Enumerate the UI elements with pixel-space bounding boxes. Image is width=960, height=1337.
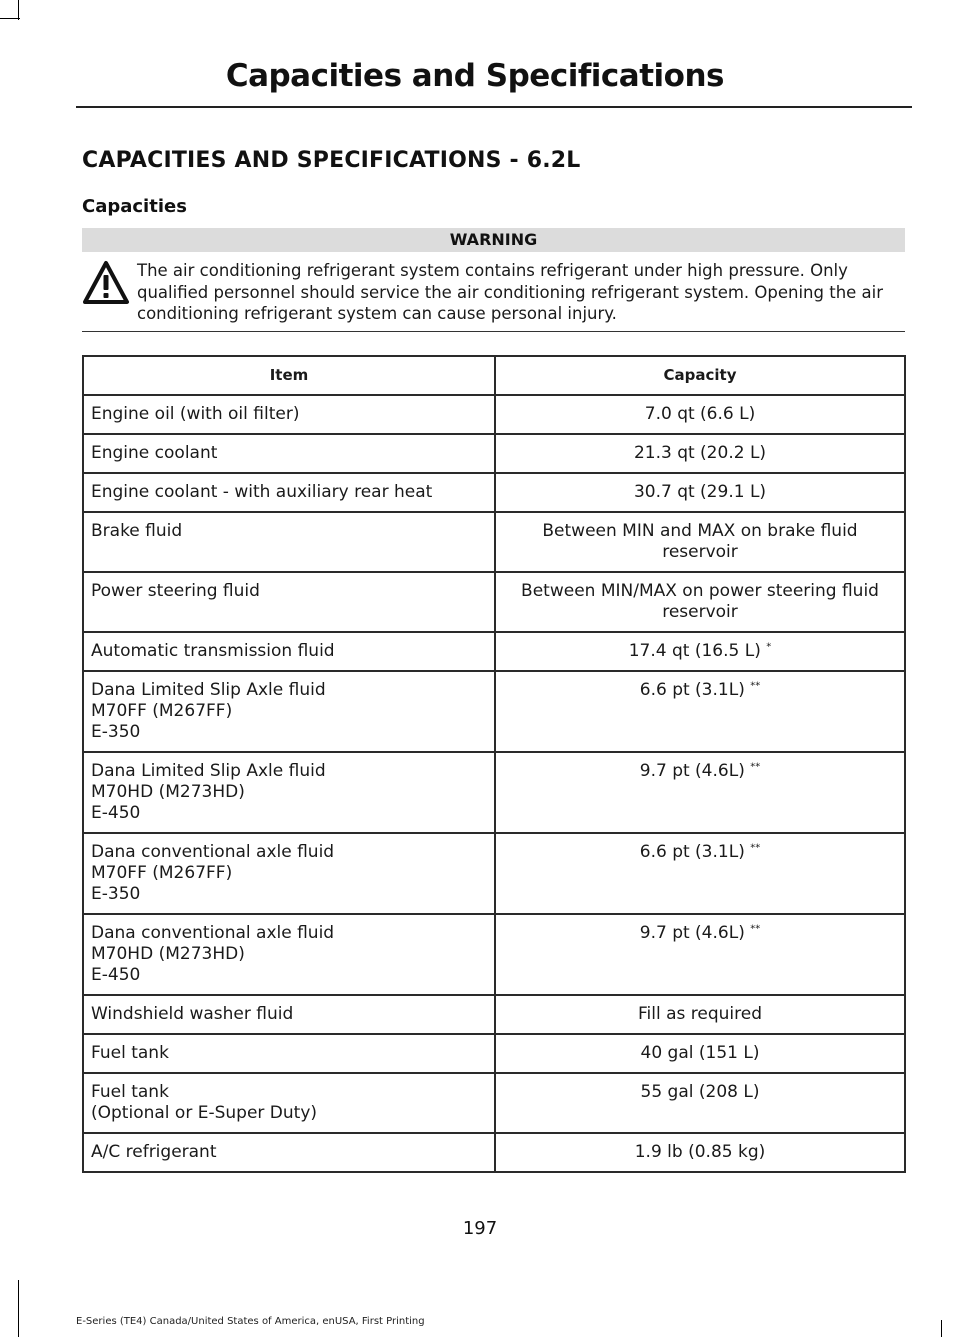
- capacity-text: [503, 542, 897, 563]
- item-text: M70HD (M273HD): [91, 944, 245, 964]
- item-cell: [83, 833, 495, 914]
- table-row: [83, 1073, 905, 1133]
- capacity-value: 17.4 qt (16.5 L): [628, 641, 761, 661]
- footnote-marker: *: [766, 641, 772, 653]
- capacity-cell: [495, 995, 905, 1034]
- capacity-cell: [495, 1133, 905, 1172]
- table-row: [83, 995, 905, 1034]
- table-body: [83, 395, 905, 1172]
- table-row: [83, 632, 905, 671]
- item-text: E-350: [91, 722, 141, 742]
- capacity-cell: [495, 914, 905, 995]
- table-row: [83, 1034, 905, 1073]
- capacity-cell: [495, 473, 905, 512]
- capacity-value: reservoir: [662, 602, 738, 622]
- capacity-text: [503, 1043, 897, 1064]
- item-cell: [83, 1073, 495, 1133]
- table-row: [83, 572, 905, 632]
- capacity-value: 55 gal (208 L): [640, 1082, 760, 1102]
- capacity-value: 9.7 pt (4.6L): [639, 761, 745, 781]
- section-subheading: Capacities: [82, 196, 187, 217]
- capacity-text: [503, 680, 897, 701]
- item-text: Windshield washer fluid: [91, 1004, 294, 1024]
- capacity-text: [503, 923, 897, 944]
- item-text: A/C refrigerant: [91, 1142, 217, 1162]
- warning-label: WARNING: [82, 228, 905, 252]
- warning-triangle-icon: [82, 260, 130, 306]
- item-text: Dana conventional axle fluid: [91, 842, 335, 862]
- item-cell: [83, 473, 495, 512]
- item-cell: [83, 512, 495, 572]
- capacity-value: 6.6 pt (3.1L): [639, 680, 745, 700]
- item-cell: [83, 1034, 495, 1073]
- capacity-text: [503, 404, 897, 425]
- capacity-cell: [495, 572, 905, 632]
- item-text: Dana Limited Slip Axle fluid: [91, 680, 326, 700]
- item-text: (Optional or E-Super Duty): [91, 1103, 318, 1123]
- item-text: Fuel tank: [91, 1043, 169, 1063]
- capacity-text: [503, 1004, 897, 1025]
- item-cell: [83, 572, 495, 632]
- page-footer: E-Series (TE4) Canada/United States of America, enUSA, First Printing: [76, 1316, 425, 1327]
- item-cell: [83, 395, 495, 434]
- item-text: Engine coolant: [91, 443, 218, 463]
- capacity-value: 9.7 pt (4.6L): [639, 923, 745, 943]
- capacity-value: 40 gal (151 L): [640, 1043, 760, 1063]
- crop-mark: [0, 18, 20, 19]
- crop-mark: [941, 1320, 942, 1337]
- item-text: Automatic transmission fluid: [91, 641, 335, 661]
- capacity-text: [503, 842, 897, 863]
- table-row: [83, 833, 905, 914]
- capacity-text: [503, 1082, 897, 1103]
- capacity-cell: [495, 632, 905, 671]
- section-title: CAPACITIES AND SPECIFICATIONS - 6.2L: [82, 148, 581, 173]
- capacity-value: Between MIN/MAX on power steering fluid: [521, 581, 879, 601]
- table-header-row: [83, 356, 905, 395]
- footnote-marker: **: [750, 680, 761, 692]
- crop-mark: [18, 0, 19, 20]
- capacity-value: Fill as required: [637, 1004, 763, 1024]
- capacity-cell: [495, 1034, 905, 1073]
- table-row: [83, 512, 905, 572]
- item-text: Brake fluid: [91, 521, 183, 541]
- item-cell: [83, 752, 495, 833]
- capacity-value: 21.3 qt (20.2 L): [633, 443, 767, 463]
- item-text: M70FF (M267FF): [91, 701, 233, 721]
- column-header-item: Item: [83, 356, 495, 395]
- capacity-cell: [495, 671, 905, 752]
- column-header-capacity: Capacity: [495, 356, 905, 395]
- capacity-text: [503, 761, 897, 782]
- table-row: [83, 914, 905, 995]
- item-text: M70HD (M273HD): [91, 782, 245, 802]
- capacity-value: 1.9 lb (0.85 kg): [634, 1142, 766, 1162]
- warning-divider: [82, 331, 905, 332]
- page-number: 197: [462, 1218, 498, 1239]
- capacity-value: 7.0 qt (6.6 L): [644, 404, 756, 424]
- table-row: [83, 395, 905, 434]
- table-row: [83, 473, 905, 512]
- warning-text: The air conditioning refrigerant system contains refrigerant under high pressure. Only qualified personnel should service the air conditioning refrigerant system. Opening the air conditioning refrigerant system can cause personal injury.: [137, 261, 884, 323]
- table-row: [83, 671, 905, 752]
- item-cell: [83, 995, 495, 1034]
- capacity-value: Between MIN and MAX on brake fluid: [542, 521, 858, 541]
- item-cell: [83, 434, 495, 473]
- capacity-cell: [495, 833, 905, 914]
- capacity-value: reservoir: [662, 542, 738, 562]
- capacity-cell: [495, 395, 905, 434]
- capacities-table: [82, 355, 906, 1173]
- capacity-cell: [495, 1073, 905, 1133]
- capacity-text: [503, 581, 897, 602]
- table-row: [83, 1133, 905, 1172]
- item-text: Dana Limited Slip Axle fluid: [91, 761, 326, 781]
- footnote-marker: **: [750, 761, 761, 773]
- table-row: [83, 434, 905, 473]
- item-text: E-450: [91, 965, 141, 985]
- item-text: Dana conventional axle fluid: [91, 923, 335, 943]
- item-text: Power steering fluid: [91, 581, 260, 601]
- table-row: [83, 752, 905, 833]
- item-text: M70FF (M267FF): [91, 863, 233, 883]
- page-header-title: Capacities and Specifications: [225, 58, 724, 94]
- capacity-text: [503, 641, 897, 662]
- capacity-text: [503, 1142, 897, 1163]
- item-text: Fuel tank: [91, 1082, 169, 1102]
- item-cell: [83, 914, 495, 995]
- item-cell: [83, 632, 495, 671]
- capacity-cell: [495, 752, 905, 833]
- item-text: Engine oil (with oil filter): [91, 404, 300, 424]
- footnote-marker: **: [750, 923, 761, 935]
- item-cell: [83, 1133, 495, 1172]
- capacity-text: [503, 602, 897, 623]
- capacity-cell: [495, 512, 905, 572]
- capacity-text: [503, 443, 897, 464]
- header-divider: [76, 106, 912, 108]
- item-text: E-350: [91, 884, 141, 904]
- capacity-text: [503, 521, 897, 542]
- capacity-value: 6.6 pt (3.1L): [639, 842, 745, 862]
- capacity-text: [503, 482, 897, 503]
- capacity-value: 30.7 qt (29.1 L): [633, 482, 767, 502]
- crop-mark: [18, 1280, 19, 1337]
- item-text: Engine coolant - with auxiliary rear heat: [91, 482, 433, 502]
- item-cell: [83, 671, 495, 752]
- item-text: E-450: [91, 803, 141, 823]
- capacity-cell: [495, 434, 905, 473]
- footnote-marker: **: [750, 842, 761, 854]
